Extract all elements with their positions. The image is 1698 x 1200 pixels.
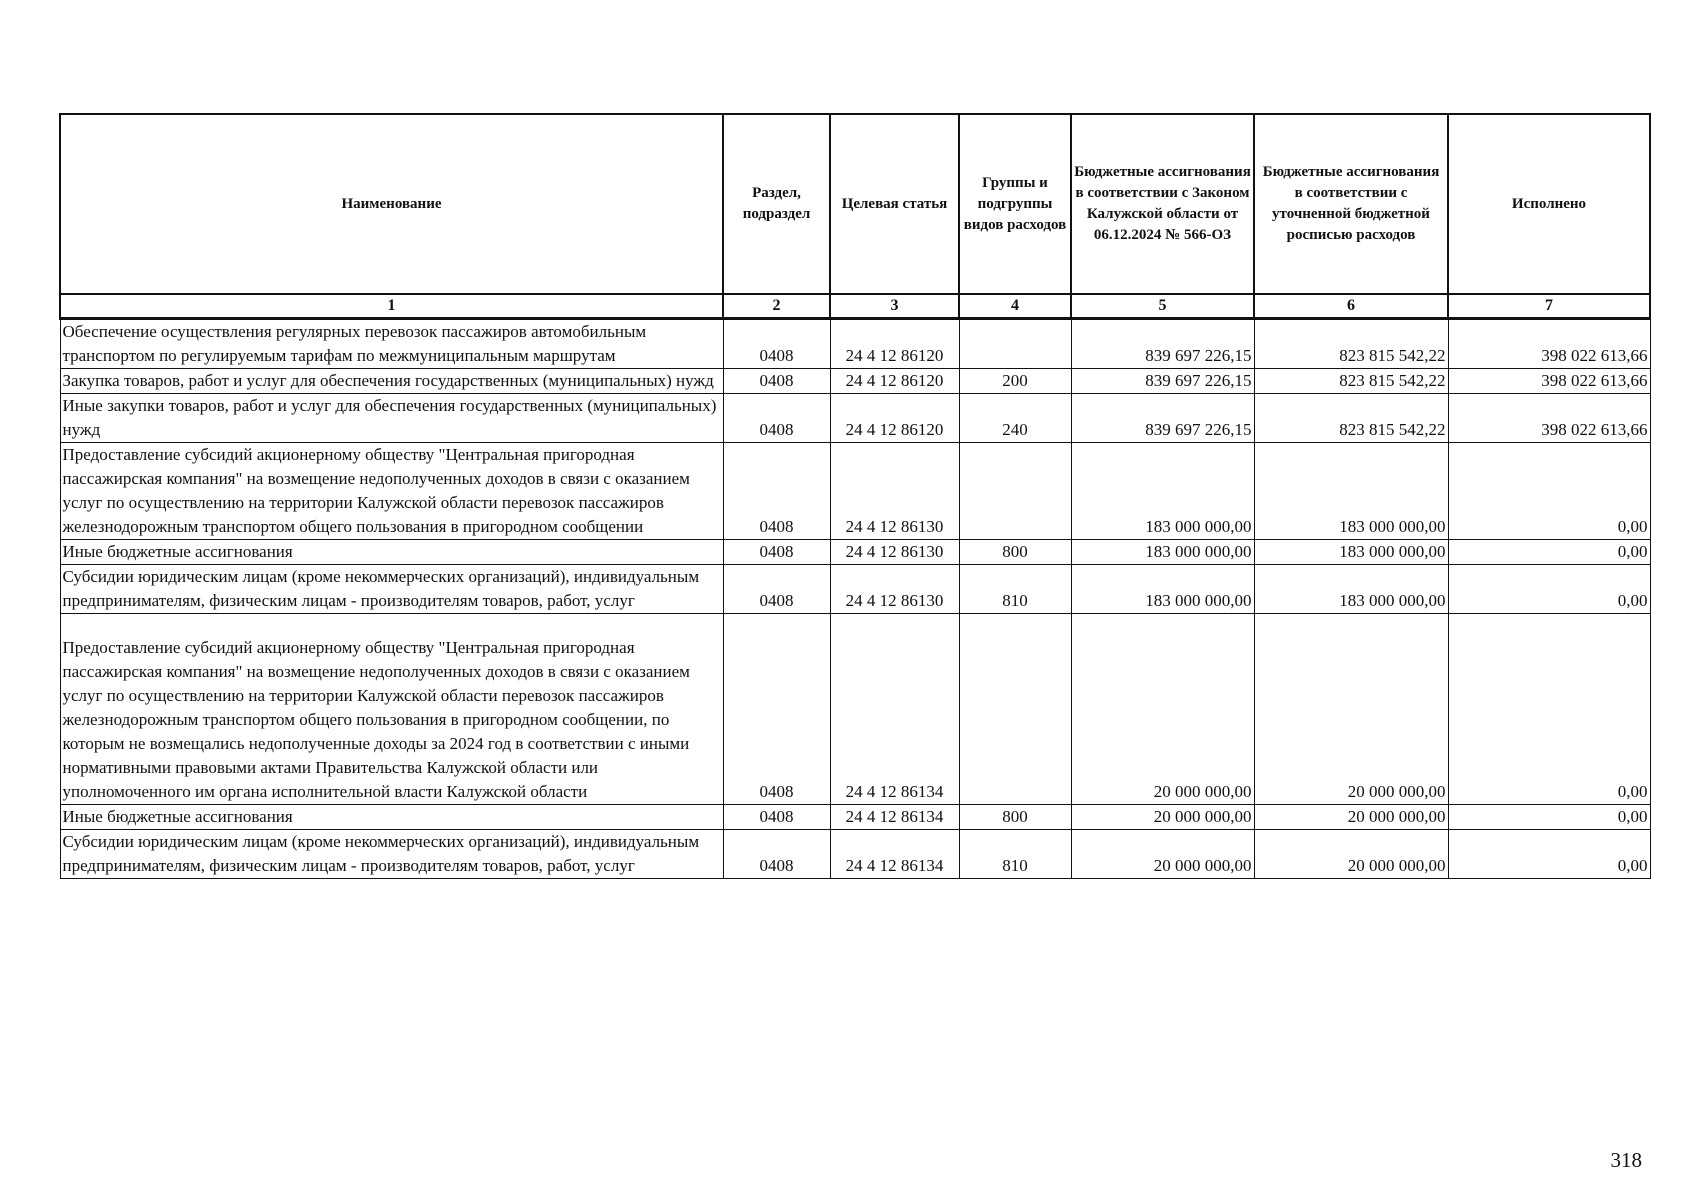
column-number: 7 — [1448, 294, 1650, 319]
row-executed-amount: 0,00 — [1448, 565, 1650, 614]
row-section: 0408 — [723, 369, 830, 394]
table-row — [60, 805, 1650, 830]
row-section: 0408 — [723, 805, 830, 830]
table-row — [60, 369, 1650, 394]
row-name: Иные бюджетные ассигнования — [60, 805, 723, 830]
row-group — [959, 614, 1071, 805]
row-name: Предоставление субсидий акционерному обществу "Центральная пригородная пассажирская компания" на возмещение недополученных доходов в связи с оказанием услуг по осуществлению на территории Калужской области перевозок пассажиров железнодорожным транспортом общего пользования в пригородном сообщении, по которым не возмещались недополученные доходы за 2024 год в соответствии с иными нормативными правовыми актами Правительства Калужской области или уполномоченного им органа исполнительной власти Калужской области — [60, 614, 723, 805]
row-group — [959, 443, 1071, 540]
row-name: Иные закупки товаров, работ и услуг для обеспечения государственных (муниципальных) нужд — [60, 394, 723, 443]
row-section: 0408 — [723, 540, 830, 565]
row-target: 24 4 12 86134 — [830, 614, 959, 805]
table-row — [60, 394, 1650, 443]
page-number: 318 — [1610, 1148, 1642, 1172]
row-group: 800 — [959, 805, 1071, 830]
row-refined-amount: 20 000 000,00 — [1254, 614, 1448, 805]
row-group: 810 — [959, 830, 1071, 879]
table-row — [60, 443, 1650, 540]
row-group: 240 — [959, 394, 1071, 443]
row-refined-amount: 183 000 000,00 — [1254, 443, 1448, 540]
budget-table — [59, 113, 1651, 879]
row-name: Субсидии юридическим лицам (кроме некоммерческих организаций), индивидуальным предпринимателям, физическим лицам - производителям товаров, работ, услуг — [60, 565, 723, 614]
column-number: 4 — [959, 294, 1071, 319]
row-target: 24 4 12 86120 — [830, 319, 959, 369]
row-executed-amount: 0,00 — [1448, 830, 1650, 879]
row-target: 24 4 12 86134 — [830, 830, 959, 879]
row-executed-amount: 0,00 — [1448, 805, 1650, 830]
table-row — [60, 540, 1650, 565]
row-target: 24 4 12 86130 — [830, 540, 959, 565]
row-executed-amount: 398 022 613,66 — [1448, 319, 1650, 369]
row-refined-amount: 20 000 000,00 — [1254, 830, 1448, 879]
row-refined-amount: 183 000 000,00 — [1254, 540, 1448, 565]
table-row — [60, 319, 1650, 369]
row-section: 0408 — [723, 565, 830, 614]
row-section: 0408 — [723, 394, 830, 443]
row-target: 24 4 12 86130 — [830, 565, 959, 614]
header-section: Раздел, подраздел — [723, 114, 830, 294]
row-section: 0408 — [723, 830, 830, 879]
row-target: 24 4 12 86134 — [830, 805, 959, 830]
row-group: 200 — [959, 369, 1071, 394]
row-executed-amount: 0,00 — [1448, 614, 1650, 805]
header-executed: Исполнено — [1448, 114, 1650, 294]
row-law-amount: 183 000 000,00 — [1071, 443, 1254, 540]
row-section: 0408 — [723, 614, 830, 805]
row-law-amount: 839 697 226,15 — [1071, 369, 1254, 394]
header-refined-allocations: Бюджетные ассигнования в соответствии с уточненной бюджетной росписью расходов — [1254, 114, 1448, 294]
column-number: 6 — [1254, 294, 1448, 319]
row-executed-amount: 398 022 613,66 — [1448, 369, 1650, 394]
column-number: 5 — [1071, 294, 1254, 319]
row-executed-amount: 398 022 613,66 — [1448, 394, 1650, 443]
row-law-amount: 20 000 000,00 — [1071, 614, 1254, 805]
row-name: Предоставление субсидий акционерному обществу "Центральная пригородная пассажирская компания" на возмещение недополученных доходов в связи с оказанием услуг по осуществлению на территории Калужской области перевозок пассажиров железнодорожным транспортом общего пользования в пригородном сообщении — [60, 443, 723, 540]
table-row — [60, 565, 1650, 614]
row-section: 0408 — [723, 319, 830, 369]
row-law-amount: 20 000 000,00 — [1071, 805, 1254, 830]
row-refined-amount: 823 815 542,22 — [1254, 394, 1448, 443]
row-target: 24 4 12 86120 — [830, 369, 959, 394]
row-name: Закупка товаров, работ и услуг для обеспечения государственных (муниципальных) нужд — [60, 369, 723, 394]
row-name: Субсидии юридическим лицам (кроме некоммерческих организаций), индивидуальным предпринимателям, физическим лицам - производителям товаров, работ, услуг — [60, 830, 723, 879]
row-executed-amount: 0,00 — [1448, 443, 1650, 540]
row-refined-amount: 823 815 542,22 — [1254, 319, 1448, 369]
column-number-row — [60, 294, 1650, 319]
row-executed-amount: 0,00 — [1448, 540, 1650, 565]
row-law-amount: 839 697 226,15 — [1071, 394, 1254, 443]
header-group: Группы и подгруппы видов расходов — [959, 114, 1071, 294]
table-row — [60, 830, 1650, 879]
table-header-row — [60, 114, 1650, 294]
column-number: 2 — [723, 294, 830, 319]
table-row — [60, 614, 1650, 805]
row-name: Иные бюджетные ассигнования — [60, 540, 723, 565]
row-law-amount: 183 000 000,00 — [1071, 540, 1254, 565]
row-target: 24 4 12 86130 — [830, 443, 959, 540]
row-law-amount: 839 697 226,15 — [1071, 319, 1254, 369]
header-law-allocations: Бюджетные ассигнования в соответствии с Законом Калужской области от 06.12.2024 № 566-ОЗ — [1071, 114, 1254, 294]
row-group: 800 — [959, 540, 1071, 565]
row-target: 24 4 12 86120 — [830, 394, 959, 443]
row-refined-amount: 20 000 000,00 — [1254, 805, 1448, 830]
row-group: 810 — [959, 565, 1071, 614]
header-target: Целевая статья — [830, 114, 959, 294]
row-section: 0408 — [723, 443, 830, 540]
row-refined-amount: 183 000 000,00 — [1254, 565, 1448, 614]
column-number: 1 — [60, 294, 723, 319]
column-number: 3 — [830, 294, 959, 319]
row-law-amount: 20 000 000,00 — [1071, 830, 1254, 879]
header-name: Наименование — [60, 114, 723, 294]
row-refined-amount: 823 815 542,22 — [1254, 369, 1448, 394]
row-group — [959, 319, 1071, 369]
row-law-amount: 183 000 000,00 — [1071, 565, 1254, 614]
row-name: Обеспечение осуществления регулярных перевозок пассажиров автомобильным транспортом по регулируемым тарифам по межмуниципальным маршрутам — [60, 319, 723, 369]
